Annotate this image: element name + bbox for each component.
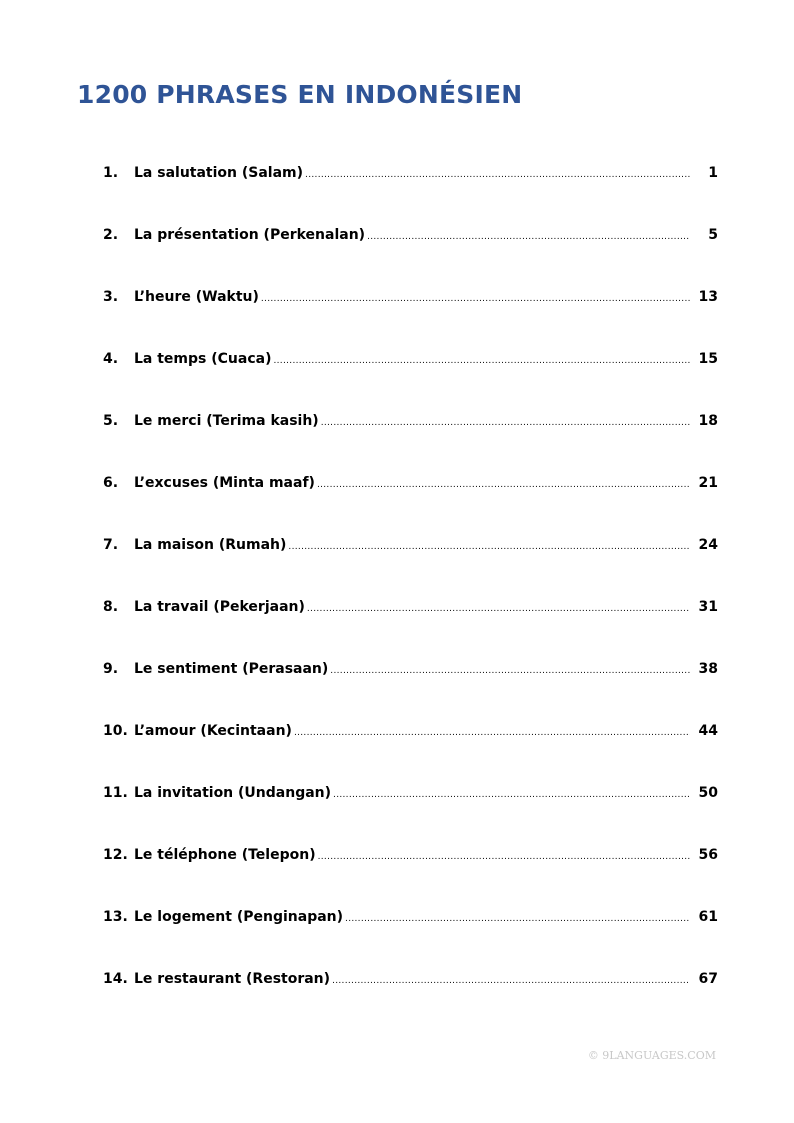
toc-entry-page: 56 — [698, 847, 718, 863]
toc-dot-leader — [332, 968, 690, 994]
toc-dot-leader — [273, 348, 690, 374]
toc-entry-label: La salutation (Salam) — [134, 165, 304, 181]
toc-entry-label: Le merci (Terima kasih) — [134, 413, 319, 429]
toc-entry-page: 31 — [698, 599, 718, 615]
toc-dot-leader — [288, 534, 690, 560]
toc-entry[interactable] — [103, 904, 718, 966]
toc-entry-label: Le téléphone (Telepon) — [134, 847, 316, 863]
toc-entry-label: L’amour (Kecintaan) — [134, 723, 292, 739]
toc-dot-leader — [307, 596, 690, 622]
toc-entry-number: 1. — [103, 165, 119, 181]
toc-entry[interactable] — [103, 718, 718, 780]
toc-entry-number: 4. — [103, 351, 119, 367]
page-title: 1200 PHRASES EN INDONÉSIEN — [77, 80, 523, 109]
toc-entry-page: 13 — [698, 289, 718, 305]
toc-entry-label: La maison (Rumah) — [134, 537, 287, 553]
toc-entry-number: 10. — [103, 723, 128, 739]
toc-entry-page: 24 — [698, 537, 718, 553]
toc-dot-leader — [321, 410, 690, 436]
toc-entry[interactable] — [103, 222, 718, 284]
toc-entry-page: 50 — [698, 785, 718, 801]
toc-entry-page: 1 — [708, 165, 718, 181]
toc-entry[interactable] — [103, 160, 718, 222]
toc-entry-label: Le sentiment (Perasaan) — [134, 661, 329, 677]
toc-entry-number: 5. — [103, 413, 119, 429]
toc-entry-page: 5 — [708, 227, 718, 243]
toc-entry-page: 18 — [698, 413, 718, 429]
toc-entry-label: L’excuses (Minta maaf) — [134, 475, 315, 491]
toc-dot-leader — [333, 782, 690, 808]
toc-entry-number: 11. — [103, 785, 128, 801]
toc-entry-label: La invitation (Undangan) — [134, 785, 332, 801]
toc-entry-page: 15 — [698, 351, 718, 367]
toc-entry[interactable] — [103, 594, 718, 656]
toc-entry[interactable] — [103, 408, 718, 470]
toc-dot-leader — [261, 286, 690, 312]
toc-entry-number: 7. — [103, 537, 119, 553]
table-of-contents — [103, 160, 718, 1028]
toc-entry[interactable] — [103, 842, 718, 904]
toc-entry-page: 44 — [698, 723, 718, 739]
toc-entry[interactable] — [103, 346, 718, 408]
toc-dot-leader — [330, 658, 690, 684]
toc-entry-number: 3. — [103, 289, 119, 305]
toc-entry-number: 2. — [103, 227, 119, 243]
toc-entry[interactable] — [103, 470, 718, 532]
toc-entry-number: 6. — [103, 475, 119, 491]
toc-entry[interactable] — [103, 532, 718, 594]
toc-entry-label: Le restaurant (Restoran) — [134, 971, 331, 987]
toc-entry-number: 12. — [103, 847, 128, 863]
toc-entry-label: L’heure (Waktu) — [134, 289, 259, 305]
toc-entry-page: 21 — [698, 475, 718, 491]
copyright-watermark: © 9LANGUAGES.COM — [587, 1049, 716, 1062]
toc-entry[interactable] — [103, 656, 718, 718]
toc-entry-label: La temps (Cuaca) — [134, 351, 272, 367]
toc-entry-label: La présentation (Perkenalan) — [134, 227, 366, 243]
toc-entry-number: 13. — [103, 909, 128, 925]
toc-entry[interactable] — [103, 966, 718, 1028]
toc-entry-number: 9. — [103, 661, 119, 677]
toc-entry-page: 38 — [698, 661, 718, 677]
toc-dot-leader — [367, 224, 690, 250]
toc-entry-number: 8. — [103, 599, 119, 615]
toc-entry-page: 67 — [698, 971, 718, 987]
toc-entry-label: La travail (Pekerjaan) — [134, 599, 305, 615]
toc-entry-number: 14. — [103, 971, 128, 987]
toc-dot-leader — [305, 162, 690, 188]
toc-entry-label: Le logement (Penginapan) — [134, 909, 344, 925]
toc-dot-leader — [317, 472, 690, 498]
toc-entry-page: 61 — [698, 909, 718, 925]
toc-entry[interactable] — [103, 284, 718, 346]
toc-entry[interactable] — [103, 780, 718, 842]
toc-dot-leader — [318, 844, 690, 870]
toc-dot-leader — [345, 906, 690, 932]
toc-dot-leader — [294, 720, 690, 746]
